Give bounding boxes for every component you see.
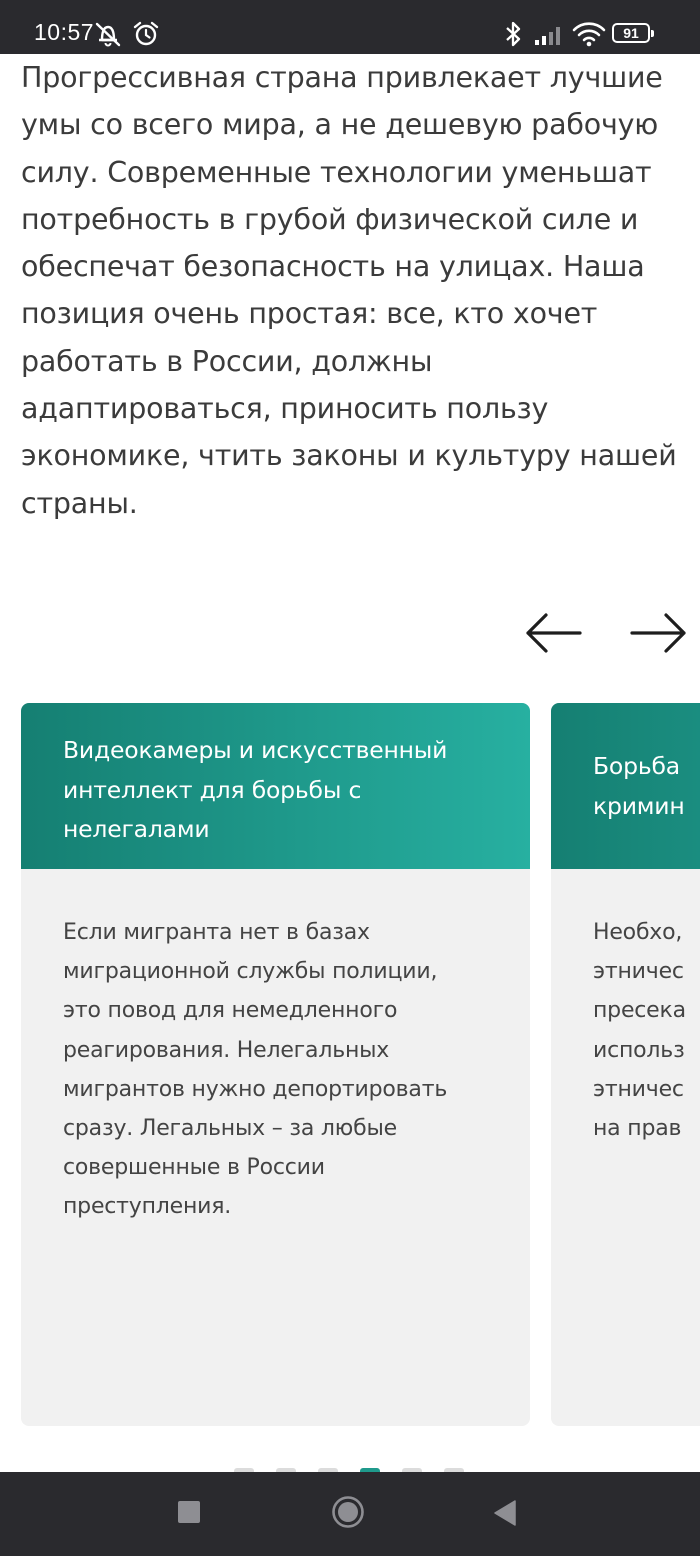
back-icon[interactable] [492,1499,518,1527]
card-body-line: миграционной службы полиции, [63,959,438,985]
card-title [21,703,530,869]
recent-apps-icon[interactable] [177,1500,201,1524]
bluetooth-icon [501,20,525,48]
card-title-line: нелегалами [63,815,210,843]
arrow-left-icon[interactable] [524,610,582,656]
card-title-line: Видеокамеры и искусственный [63,736,448,764]
card-title [551,703,700,869]
carousel-card[interactable] [551,703,700,1426]
navigation-bar [0,1472,700,1556]
card-title-line: Борьба [593,752,680,780]
card-title-line: интеллект для борьбы с [63,775,362,804]
card-body-line: сразу. Легальных – за любые [63,1116,397,1142]
wifi-icon [572,20,606,48]
intro-paragraph: Прогрессивная страна привлекает лучшие умы со всего мира, а не дешевую рабочую силу. Современные технологии уменьшат потребность в грубой физической силе и обеспечат безопасность на улицах. Наша позиция очень простая: все, кто хочет работать в России, должны адаптироваться, приносить пользу экономике, чтить законы и культуру нашей страны. [21,61,677,520]
card-body-line: Если мигранта нет в базах [63,920,370,945]
card-body-line: это повод для немедленного [63,998,398,1024]
card-body-line: на прав [593,1116,682,1142]
alarm-clock-icon [132,21,160,47]
card-body-line: мигрантов нужно депортировать [63,1076,448,1102]
arrow-right-icon[interactable] [630,610,688,656]
status-time: 10:57 [34,19,95,45]
status-bar [0,0,700,54]
card-body [21,869,530,1227]
card-body-line: Необхо, [593,920,683,945]
card-body-line: использ [593,1037,685,1063]
card-body-line: этничес [593,959,684,985]
card-body [551,869,700,1148]
card-body-line: преступления. [63,1194,232,1220]
card-body-line: этничес [593,1076,684,1102]
card-body-line: совершенные в России [63,1155,325,1181]
alarm-muted-icon [93,21,123,47]
home-icon[interactable] [331,1495,365,1529]
card-title-line: кримин [593,791,685,820]
signal-icon [534,22,566,46]
carousel-card[interactable] [21,703,530,1426]
card-body-line: реагирования. Нелегальных [63,1037,390,1063]
battery-icon: 91 [612,23,650,43]
card-body-line: пресека [593,998,686,1024]
